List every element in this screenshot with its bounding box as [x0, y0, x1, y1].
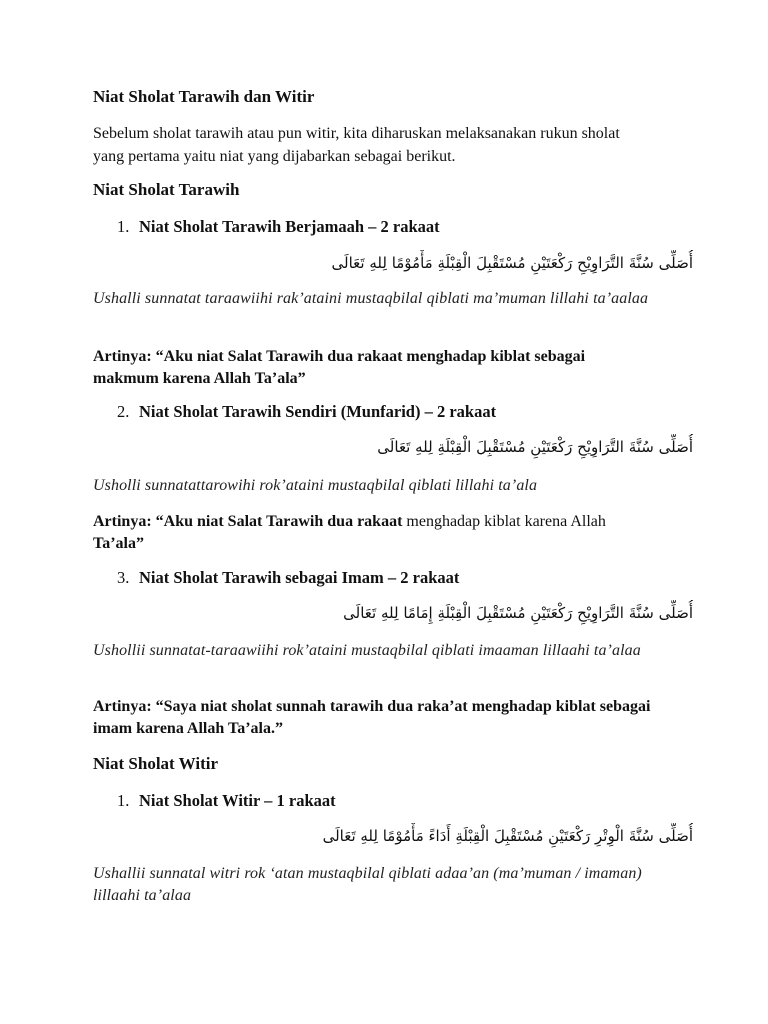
list-number: 1.	[117, 791, 130, 810]
list-number: 3.	[117, 568, 130, 587]
latin-transliteration: Usholli sunnatattarowihi rok’ataini mustaqbilal qiblati lillahi ta’ala	[93, 477, 538, 494]
arabic-niat: أُصَلِّى سُنَّةَ الْوِتْرِ رَكْعَتَيْنِ مُسْتَقْبِلَ الْقِبْلَةِ أَدَاءً مَأْمُوْمًا لِلهِ تَعَالَى	[322, 827, 693, 845]
translation-text: menghadap kiblat karena Allah	[402, 513, 606, 530]
translation	[93, 346, 653, 390]
list-item	[93, 567, 699, 589]
item-heading: Niat Sholat Witir – 1 rakaat	[139, 791, 336, 810]
list-item	[93, 790, 699, 812]
document-title: Niat Sholat Tarawih dan Witir	[93, 87, 315, 106]
translation-label: Artinya:	[93, 513, 156, 530]
translation-label: Artinya:	[93, 698, 156, 715]
translation-label: Artinya:	[93, 348, 156, 365]
translation	[93, 511, 653, 555]
arabic-niat: أُصَلِّى سُنَّةَ التَّرَاوِيْحِ رَكْعَتَيْنِ مُسْتَقْبِلَ الْقِبْلَةِ لِلهِ تَعَالَى	[377, 438, 693, 456]
translation	[93, 696, 653, 740]
translation-text: “Aku niat Salat Tarawih dua rakaat	[155, 513, 403, 530]
item-heading: Niat Sholat Tarawih Berjamaah – 2 rakaat	[139, 217, 440, 236]
latin-transliteration: Ushollii sunnatat-taraawiihi rok’ataini mustaqbilal qiblati imaaman lillaahi ta’alaa	[93, 642, 641, 659]
arabic-niat: أُصَلِّى سُنَّةَ التَّرَاوِيْحِ رَكْعَتَيْنِ مُسْتَقْبِلَ الْقِبْلَةِ إِمَامًا لِلهِ تَعَالَى	[343, 604, 693, 622]
translation-text: “Saya niat sholat sunnah tarawih dua raka’at menghadap kiblat sebagai imam karena Allah Ta’ala.”	[93, 698, 651, 737]
item-heading: Niat Sholat Tarawih Sendiri (Munfarid) – 2 rakaat	[139, 402, 497, 421]
list-number: 1.	[117, 217, 130, 236]
list-item	[93, 401, 699, 423]
arabic-niat: أُصَلِّى سُنَّةَ التَّرَاوِيْحِ رَكْعَتَيْنِ مُسْتَقْبِلَ الْقِبْلَةِ مَأْمُوْمًا لِلهِ تَعَالَى	[331, 254, 693, 272]
translation-text: “Aku niat Salat Tarawih dua rakaat menghadap kiblat sebagai makmum karena Allah Ta’ala”	[93, 348, 586, 387]
list-item	[93, 216, 699, 238]
section-heading-tarawih: Niat Sholat Tarawih	[93, 180, 240, 199]
latin-transliteration: Ushalli sunnatat taraawiihi rak’ataini mustaqbilal qiblati ma’muman lillahi ta’aalaa	[93, 290, 649, 307]
translation-text: Ta’ala”	[93, 535, 144, 552]
intro-paragraph: Sebelum sholat tarawih atau pun witir, kita diharuskan melaksanakan rukun sholat yang pertama yaitu niat yang dijabarkan sebagai berikut.	[93, 125, 620, 165]
latin-transliteration: Ushallii sunnatal witri rok ‘atan mustaqbilal qiblati adaa’an (ma’muman / imaman) lillaahi ta’alaa	[93, 865, 642, 904]
item-heading: Niat Sholat Tarawih sebagai Imam – 2 rakaat	[139, 568, 460, 587]
section-heading-witir: Niat Sholat Witir	[93, 754, 218, 773]
list-number: 2.	[117, 402, 130, 421]
